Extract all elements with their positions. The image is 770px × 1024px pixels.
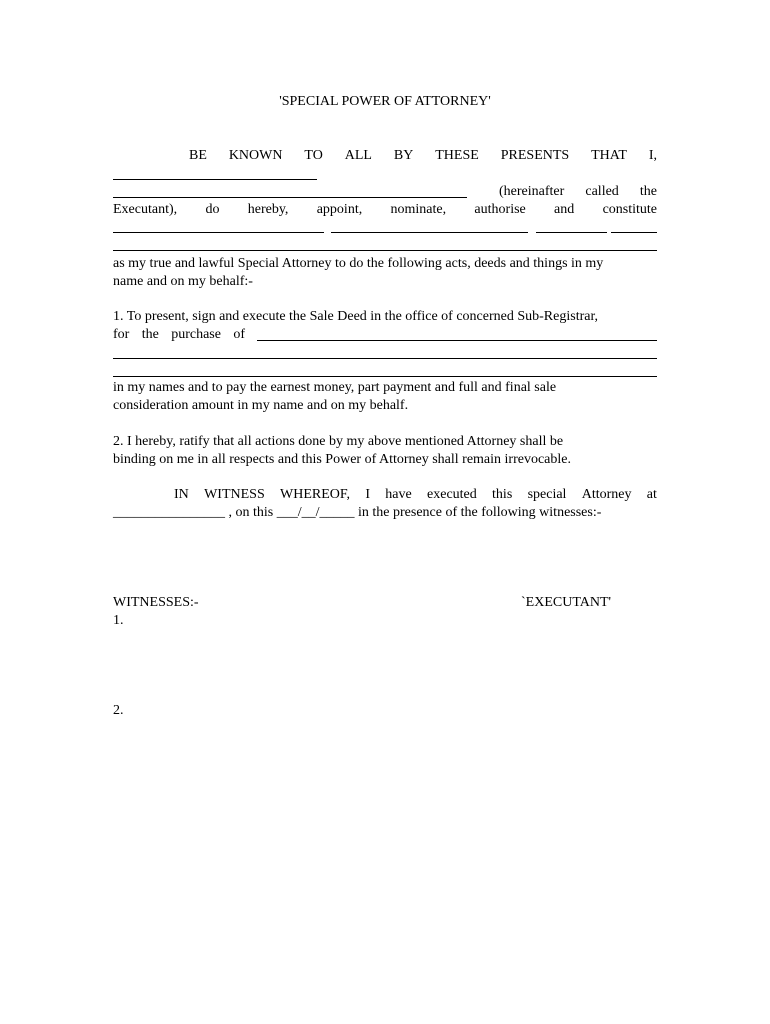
witness-word: executed bbox=[427, 487, 477, 502]
executant-name-blank bbox=[113, 179, 317, 180]
intro-word: TO bbox=[304, 148, 323, 163]
intro-word: do bbox=[205, 202, 220, 217]
intro-word: BY bbox=[393, 148, 414, 163]
witness-word: Attorney bbox=[581, 487, 632, 502]
clause-word: for bbox=[113, 327, 130, 342]
witnesses-label: WITNESSES:- bbox=[113, 595, 199, 610]
attorney-blank-4 bbox=[611, 232, 657, 233]
intro-word: appoint, bbox=[316, 202, 363, 217]
intro-word: Executant), bbox=[113, 202, 178, 217]
clause-word: the bbox=[141, 327, 159, 342]
executant-label: `EXECUTANT' bbox=[521, 595, 612, 610]
document-title: 'SPECIAL POWER OF ATTORNEY' bbox=[279, 94, 491, 109]
attorney-blank-1 bbox=[113, 232, 324, 233]
intro-word: nominate, bbox=[390, 202, 447, 217]
property-blank-3 bbox=[113, 376, 657, 377]
intro-word: (hereinafter bbox=[499, 184, 565, 199]
clause-2-line-2: binding on me in all respects and this Power of Attorney shall remain irrevocable. bbox=[113, 452, 571, 467]
intro-word: THAT bbox=[591, 148, 627, 163]
intro-word: PRESENTS bbox=[500, 148, 570, 163]
intro-line-5: as my true and lawful Special Attorney to do the following acts, deeds and things in my bbox=[113, 256, 604, 271]
clause-1-line-5: in my names and to pay the earnest money, part payment and full and final sale bbox=[113, 380, 557, 395]
witness-word: at bbox=[646, 487, 657, 502]
intro-word: BE bbox=[189, 148, 207, 163]
witness-word: I bbox=[365, 487, 371, 502]
attorney-blank-3 bbox=[536, 232, 607, 233]
witness-word: WHEREOF, bbox=[280, 487, 351, 502]
intro-word: constitute bbox=[602, 202, 657, 217]
clause-word: purchase bbox=[171, 327, 221, 342]
intro-line-3 bbox=[113, 201, 657, 219]
attorney-blank-2 bbox=[331, 232, 528, 233]
attorney-blank-5 bbox=[113, 250, 657, 251]
intro-word: called bbox=[585, 184, 619, 199]
witness-clause-line-1 bbox=[174, 486, 657, 504]
intro-line-1 bbox=[113, 147, 657, 165]
intro-line-6: name and on my behalf:- bbox=[113, 274, 253, 289]
intro-word: THESE bbox=[435, 148, 479, 163]
witness-2-number: 2. bbox=[113, 703, 124, 718]
executant-address-blank bbox=[113, 197, 467, 198]
witness-word: this bbox=[492, 487, 513, 502]
property-blank-2 bbox=[113, 358, 657, 359]
witness-1-number: 1. bbox=[113, 613, 124, 628]
property-blank-1 bbox=[257, 340, 657, 341]
witness-word: special bbox=[527, 487, 567, 502]
clause-2-line-1: 2. I hereby, ratify that all actions done by my above mentioned Attorney shall be bbox=[113, 434, 564, 449]
clause-1-line-1: 1. To present, sign and execute the Sale Deed in the office of concerned Sub-Registrar, bbox=[113, 309, 599, 324]
intro-word: authorise bbox=[474, 202, 526, 217]
intro-line-2 bbox=[499, 183, 657, 201]
intro-word: hereby, bbox=[247, 202, 289, 217]
intro-word: KNOWN bbox=[228, 148, 283, 163]
intro-word: ALL bbox=[344, 148, 372, 163]
witness-word: have bbox=[385, 487, 412, 502]
clause-1-line-6: consideration amount in my name and on my behalf. bbox=[113, 398, 409, 413]
intro-word: the bbox=[639, 184, 657, 199]
intro-word: I, bbox=[648, 148, 657, 163]
clause-1-line-2 bbox=[113, 326, 253, 344]
witness-clause-line-2: ________________ , on this ___/__/_____ in the presence of the following witnesses:- bbox=[113, 505, 602, 520]
clause-word: of bbox=[233, 327, 245, 342]
witness-word: IN bbox=[174, 487, 189, 502]
intro-word: and bbox=[554, 202, 575, 217]
witness-word: WITNESS bbox=[204, 487, 265, 502]
